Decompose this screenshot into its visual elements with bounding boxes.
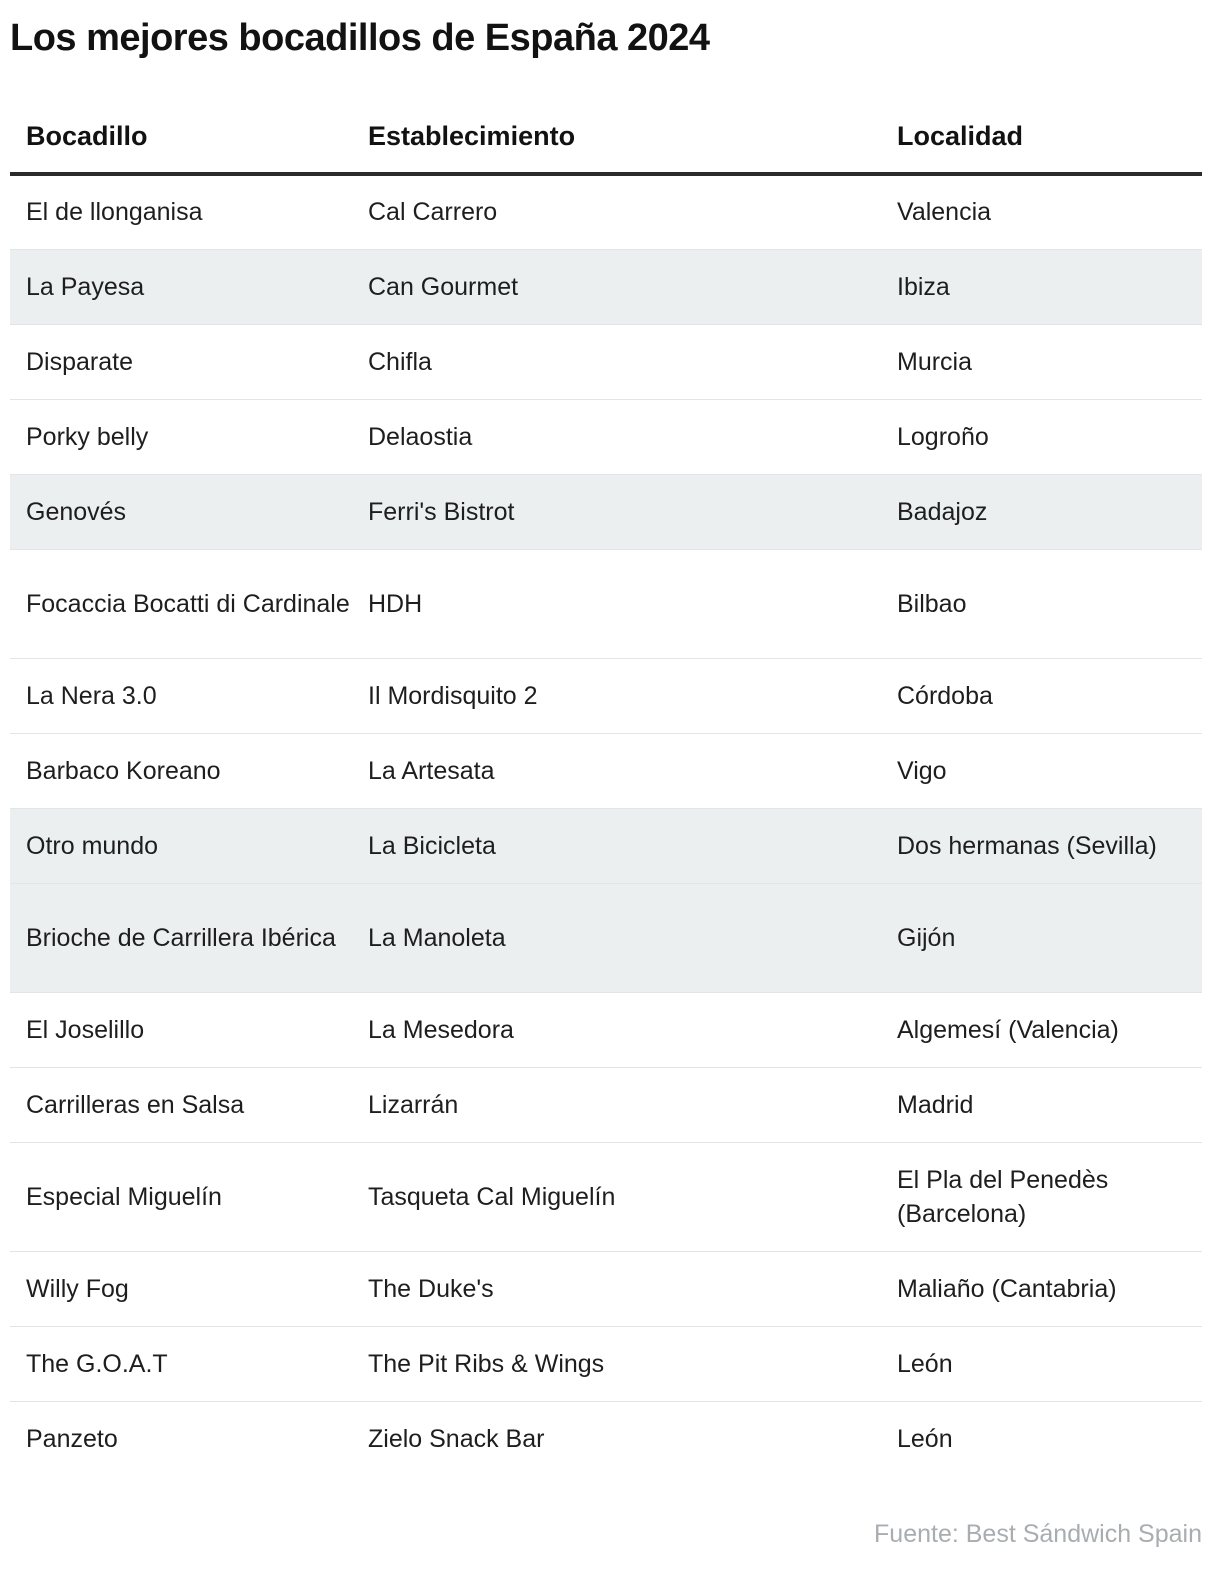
cell-establecimiento: La Manoleta bbox=[352, 883, 881, 992]
cell-localidad: Logroño bbox=[881, 399, 1202, 474]
cell-bocadillo: Brioche de Carrillera Ibérica bbox=[10, 883, 352, 992]
cell-bocadillo: El de llonganisa bbox=[10, 174, 352, 249]
cell-establecimiento: Can Gourmet bbox=[352, 249, 881, 324]
cell-establecimiento: HDH bbox=[352, 549, 881, 658]
cell-localidad: El Pla del Penedès (Barcelona) bbox=[881, 1142, 1202, 1251]
cell-bocadillo: La Nera 3.0 bbox=[10, 658, 352, 733]
cell-bocadillo: Carrilleras en Salsa bbox=[10, 1067, 352, 1142]
cell-bocadillo: La Payesa bbox=[10, 249, 352, 324]
table-header bbox=[10, 100, 1202, 174]
table-row bbox=[10, 733, 1202, 808]
cell-bocadillo: The G.O.A.T bbox=[10, 1326, 352, 1401]
cell-bocadillo: Genovés bbox=[10, 474, 352, 549]
cell-bocadillo: Willy Fog bbox=[10, 1251, 352, 1326]
cell-localidad: Bilbao bbox=[881, 549, 1202, 658]
cell-bocadillo: El Joselillo bbox=[10, 992, 352, 1067]
table-row bbox=[10, 1251, 1202, 1326]
cell-establecimiento: Ferri's Bistrot bbox=[352, 474, 881, 549]
table-row bbox=[10, 1142, 1202, 1251]
cell-bocadillo: Panzeto bbox=[26, 1424, 118, 1453]
cell-localidad: Madrid bbox=[881, 1067, 1202, 1142]
cell-establecimiento: Lizarrán bbox=[352, 1067, 881, 1142]
cell-localidad: León bbox=[897, 1424, 953, 1453]
cell-localidad: Dos hermanas (Sevilla) bbox=[881, 808, 1202, 883]
cell-bocadillo: Especial Miguelín bbox=[10, 1142, 352, 1251]
cell-localidad: Algemesí (Valencia) bbox=[881, 992, 1202, 1067]
cell-localidad: Valencia bbox=[881, 174, 1202, 249]
cell-localidad: Badajoz bbox=[881, 474, 1202, 549]
table-row bbox=[10, 399, 1202, 474]
cell-establecimiento: The Duke's bbox=[352, 1251, 881, 1326]
cell-localidad: Gijón bbox=[881, 883, 1202, 992]
table-row bbox=[10, 249, 1202, 324]
table-row bbox=[10, 658, 1202, 733]
table-row bbox=[10, 992, 1202, 1067]
table-row bbox=[10, 808, 1202, 883]
cell-localidad: León bbox=[881, 1326, 1202, 1401]
sandwich-table-container bbox=[10, 100, 1202, 1476]
sandwich-table bbox=[10, 100, 1202, 1476]
cell-localidad: Murcia bbox=[881, 324, 1202, 399]
cell-bocadillo: Focaccia Bocatti di Cardinale bbox=[10, 549, 352, 658]
cell-localidad: Córdoba bbox=[881, 658, 1202, 733]
table-row bbox=[10, 474, 1202, 549]
table-body bbox=[10, 174, 1202, 1476]
column-header-bocadillo: Bocadillo bbox=[10, 100, 352, 174]
table-row bbox=[10, 883, 1202, 992]
cell-establecimiento: La Bicicleta bbox=[352, 808, 881, 883]
column-header-localidad: Localidad bbox=[881, 100, 1202, 174]
chart-title: Los mejores bocadillos de España 2024 bbox=[10, 17, 710, 59]
cell-localidad: Ibiza bbox=[881, 249, 1202, 324]
source-note: Fuente: Best Sándwich Spain bbox=[874, 1520, 1202, 1548]
table-row bbox=[10, 1401, 1202, 1476]
table-row bbox=[10, 1067, 1202, 1142]
table-row bbox=[10, 324, 1202, 399]
cell-establecimiento: Zielo Snack Bar bbox=[368, 1424, 545, 1453]
column-header-establecimiento: Establecimiento bbox=[352, 100, 881, 174]
cell-establecimiento: Chifla bbox=[352, 324, 881, 399]
header-row bbox=[10, 100, 1202, 174]
cell-bocadillo: Barbaco Koreano bbox=[10, 733, 352, 808]
cell-bocadillo: Porky belly bbox=[10, 399, 352, 474]
cell-establecimiento: La Mesedora bbox=[352, 992, 881, 1067]
cell-establecimiento: Delaostia bbox=[352, 399, 881, 474]
cell-localidad: Vigo bbox=[881, 733, 1202, 808]
table-row bbox=[10, 1326, 1202, 1401]
cell-establecimiento: Tasqueta Cal Miguelín bbox=[352, 1142, 881, 1251]
cell-bocadillo: Otro mundo bbox=[10, 808, 352, 883]
cell-establecimiento: Cal Carrero bbox=[352, 174, 881, 249]
cell-establecimiento: La Artesata bbox=[352, 733, 881, 808]
cell-establecimiento: The Pit Ribs & Wings bbox=[352, 1326, 881, 1401]
cell-bocadillo: Disparate bbox=[10, 324, 352, 399]
cell-localidad: Maliaño (Cantabria) bbox=[881, 1251, 1202, 1326]
cell-establecimiento: Il Mordisquito 2 bbox=[352, 658, 881, 733]
table-row bbox=[10, 549, 1202, 658]
table-row bbox=[10, 174, 1202, 249]
